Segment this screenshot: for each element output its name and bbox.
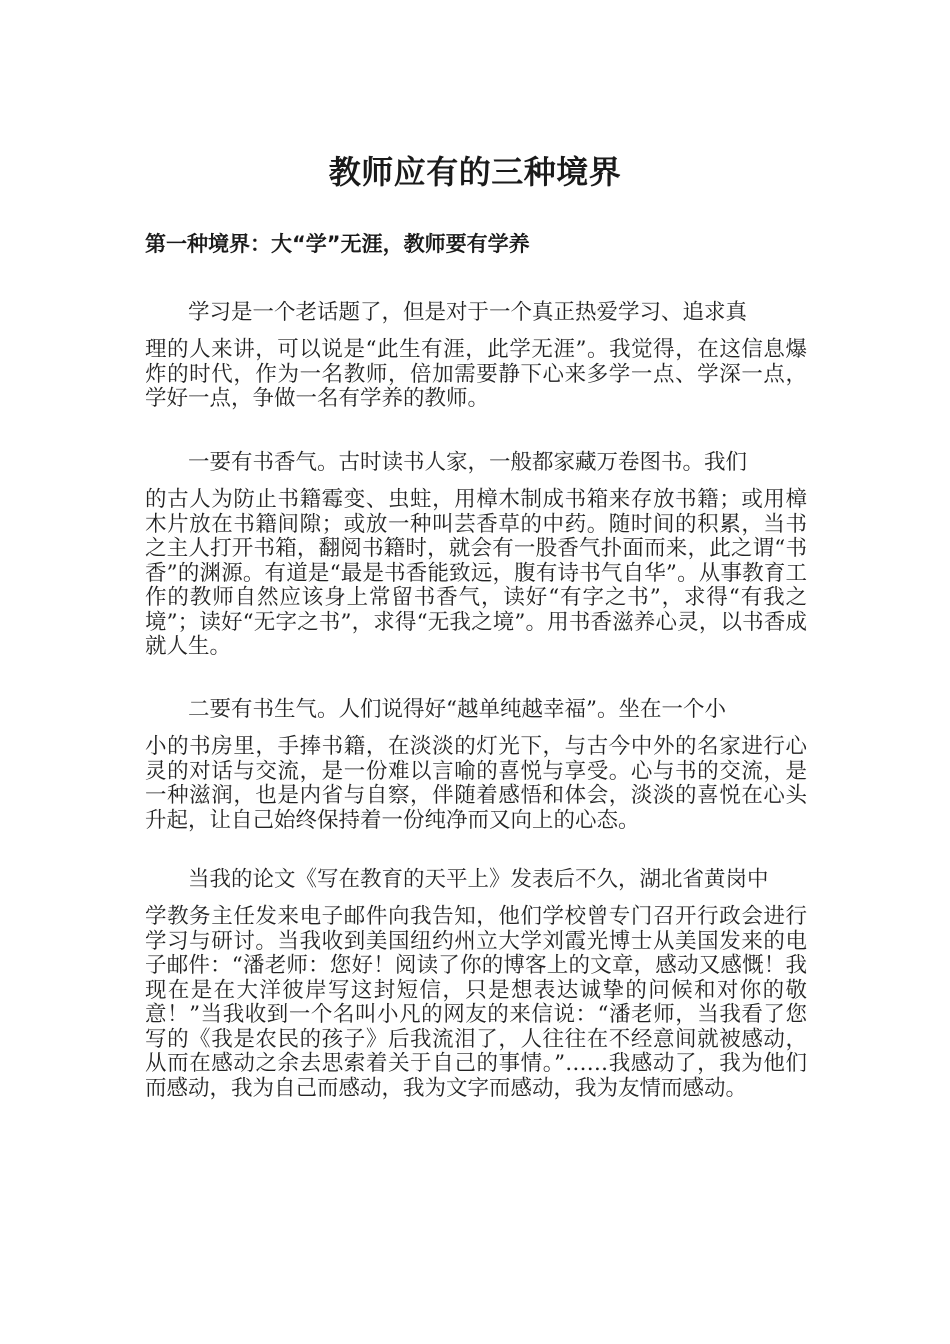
paragraph-body: 学教务主任发来电子邮件向我告知，他们学校曾专门召开行政会进行学习与研讨。当我收到美国纽约州立大学刘霞光博士从美国发来的电子邮件：“潘老师：您好！阅读了你的博客上的文章，感动又感慨！我现在是在大洋彼岸写这封短信，只是想表达诚挚的问候和对你的敬意！”当我收到一个名叫小凡的网友的来信说：“潘老师，当我看了您写的《我是农民的孩子》后我流泪了，人往往在不经意间就被感动，从而在感动之余去思索着关于自己的事情。”……我感动了，我为他们而感动，我为自己而感动，我为文字而感动，我为友情而感动。 (145, 904, 807, 1101)
paragraph-first-line: 一要有书香气。古时读书人家，一般都家藏万卷图书。我们 (188, 450, 748, 475)
paragraph-2 (145, 449, 807, 660)
paragraph-first-line: 二要有书生气。人们说得好“越单纯越幸福”。坐在一个小 (188, 697, 726, 722)
paragraph-first-line: 当我的论文《写在教育的天平上》发表后不久，湖北省黄岗中 (188, 867, 769, 892)
paragraph-4 (145, 866, 807, 1101)
document-title: 教师应有的三种境界 (328, 153, 622, 191)
paragraph-1 (145, 299, 807, 412)
section-heading: 第一种境界：大“学”无涯，教师要有学养 (145, 232, 530, 256)
paragraph-first-line: 学习是一个老话题了，但是对于一个真正热爱学习、追求真 (188, 300, 748, 325)
paragraph-body: 小的书房里，手捧书籍，在淡淡的灯光下，与古今中外的名家进行心灵的对话与交流，是一份难以言喻的喜悦与享受。心与书的交流，是一种滋润，也是内省与自察，伴随着感悟和体会，淡淡的喜悦在心头升起，让自己始终保持着一份纯净而又向上的心态。 (145, 734, 807, 833)
paragraph-body: 的古人为防止书籍霉变、虫蛀，用樟木制成书箱来存放书籍；或用樟木片放在书籍间隙；或放一种叫芸香草的中药。随时间的积累，当书之主人打开书箱，翻阅书籍时，就会有一股香气扑面而来，此之谓“书香”的渊源。有道是“最是书香能致远，腹有诗书气自华”。从事教育工作的教师自然应该身上常留书香气，读好“有字之书”，求得“有我之境”；读好“无字之书”，求得“无我之境”。用书香滋养心灵，以书香成就人生。 (145, 487, 807, 659)
paragraph-3 (145, 696, 807, 833)
paragraph-body: 理的人来讲，可以说是“此生有涯，此学无涯”。我觉得，在这信息爆炸的时代，作为一名教师，倍加需要静下心来多学一点、学深一点，学好一点，争做一名有学养的教师。 (145, 337, 807, 411)
